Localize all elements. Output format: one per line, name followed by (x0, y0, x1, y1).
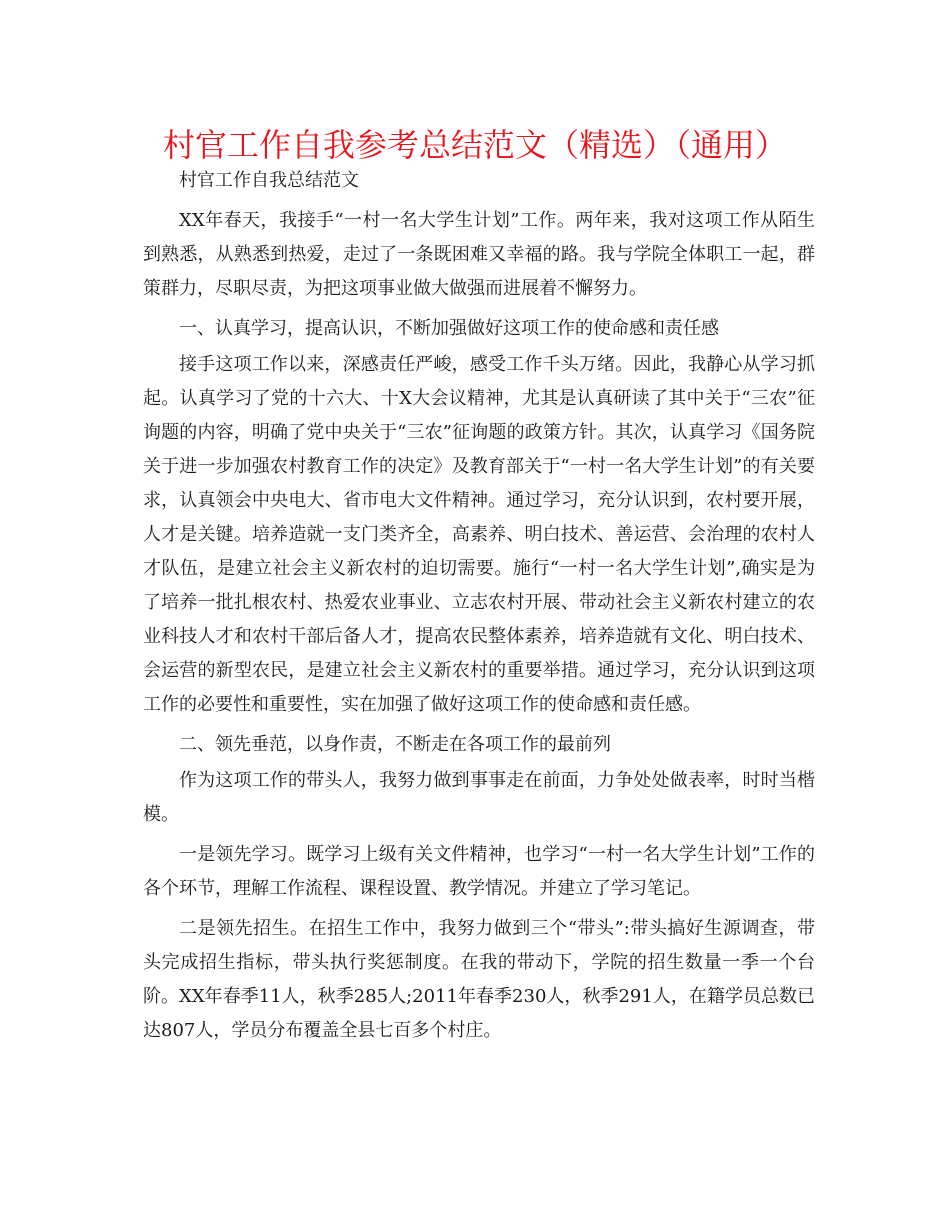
paragraph-second-point: 二是领先招生。在招生工作中，我努力做到三个“带头”:带头搞好生源调查，带头完成招生指标，带头执行奖惩制度。在我的带动下，学院的招生数量一季一个台阶。XX年春季11人，秋季285人;2011年春季230人，秋季291人，在籍学员总数已达807人，学员分布覆盖全县七百多个村庄。 (143, 918, 815, 1041)
paragraph-leader: 作为这项工作的带头人，我努力做到事事走在前面，力争处处做表率，时时当楷模。 (143, 770, 815, 825)
section-heading-2: 二、领先垂范，以身作责，不断走在各项工作的最前列 (179, 734, 611, 755)
section-heading-1: 一、认真学习，提高认识，不断加强做好这项工作的使命感和责任感 (179, 318, 719, 339)
paragraph-subtitle: 村官工作自我总结范文 (179, 170, 359, 191)
paragraph-intro: XX年春天，我接手“一村一名大学生计划”工作。两年来，我对这项工作从陌生到熟悉，从熟悉到热爱，走过了一条既困难又幸福的路。我与学院全体职工一起，群策群力，尽职尽责，为把这项事业做大做强而进展着不懈努力。 (143, 210, 815, 299)
paragraph-study: 接手这项工作以来，深感责任严峻，感受工作千头万绪。因此，我静心从学习抓起。认真学习了党的十六大、十X大会议精神，尤其是认真研读了其中关于“三农”征询题的内容，明确了党中央关于“三农”征询题的政策方针。其次，认真学习《国务院关于进一步加强农村教育工作的决定》及教育部关于“一村一名大学生计划”的有关要求，认真领会中央电大、省市电大文件精神。通过学习，充分认识到，农村要开展，人才是关键。培养造就一支门类齐全，高素养、明白技术、善运营、会治理的农村人才队伍，是建立社会主义新农村的迫切需要。施行“一村一名大学生计划”,确实是为了培养一批扎根农村、热爱农业事业、立志农村开展、带动社会主义新农村建立的农业科技人才和农村干部后备人才，提高农民整体素养，培养造就有文化、明白技术、会运营的新型农民，是建立社会主义新农村的重要举措。通过学习，充分认识到这项工作的必要性和重要性，实在加强了做好这项工作的使命感和责任感。 (143, 354, 815, 715)
document-body (143, 164, 815, 1048)
paragraph-first-point: 一是领先学习。既学习上级有关文件精神，也学习“一村一名大学生计划”工作的各个环节，理解工作流程、课程设置、教学情况。并建立了学习笔记。 (143, 844, 815, 899)
document-title: 村官工作自我参考总结范文（精选）（通用） (163, 126, 788, 164)
